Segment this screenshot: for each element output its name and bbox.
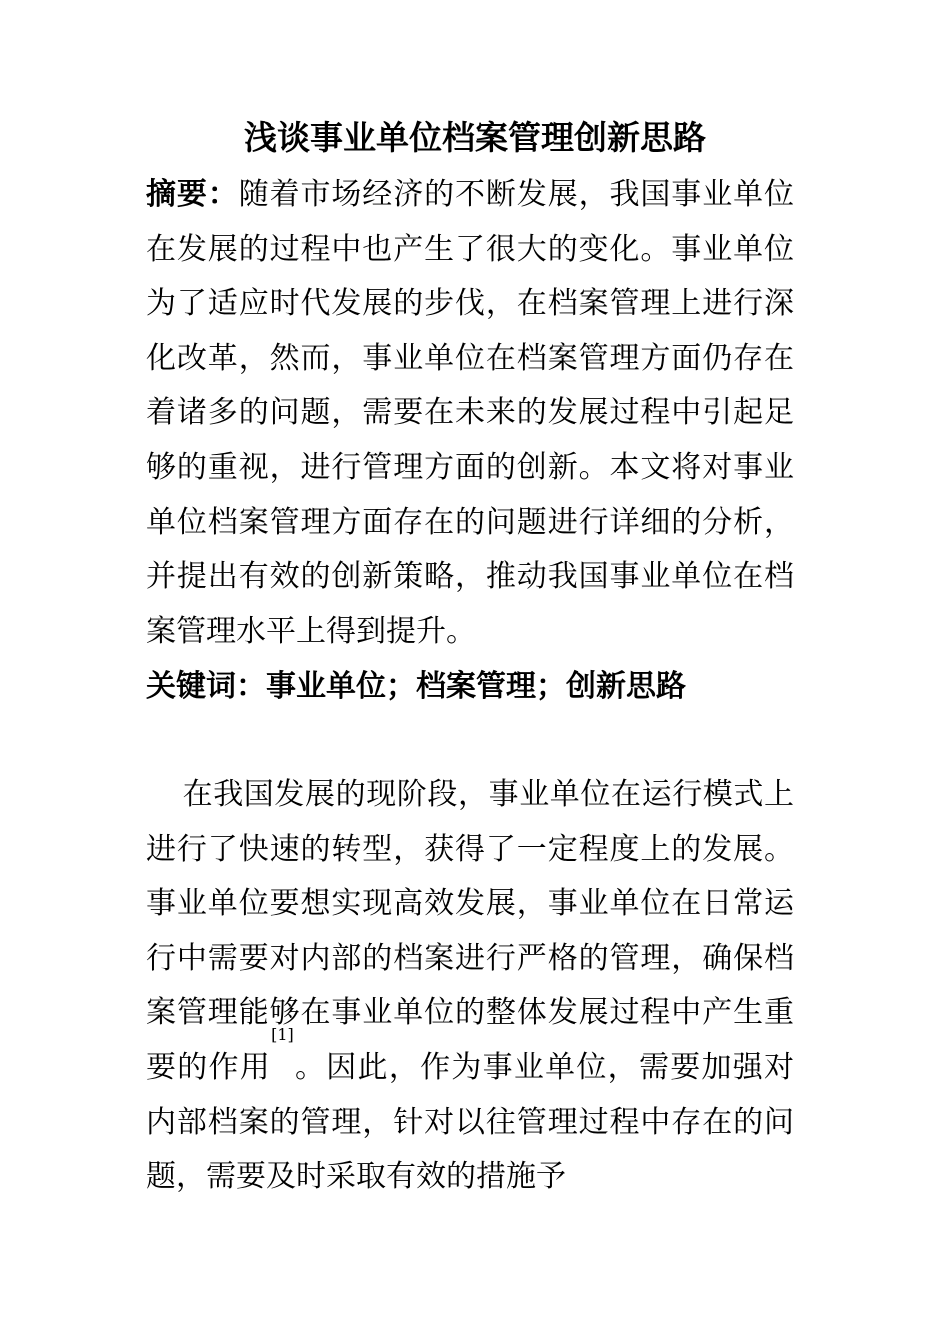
abstract-paragraph xyxy=(146,168,794,659)
body-text-part-2: 。因此，作为事业单位，需要加强对内部档案的管理，针对以往管理过程中存在的问题，需要及时采取有效的措施予 xyxy=(146,1049,795,1195)
keywords-label: 关键词： xyxy=(146,669,266,704)
body-text-part-1: 在我国发展的现阶段，事业单位在运行模式上进行了快速的转型，获得了一定程度上的发展。事业单位要想实现高效发展，事业单位在日常运行中需要对内部的档案进行严格的管理，确保档案管理能够在事业单位的整体发展过程中产生重要的作用 xyxy=(146,777,794,1085)
document-title: 浅谈事业单位档案管理创新思路 xyxy=(244,118,706,157)
body-paragraph xyxy=(146,768,794,1205)
abstract-label: 摘要： xyxy=(146,177,239,212)
citation-reference: [1] xyxy=(271,1024,294,1044)
keywords-text: 事业单位；档案管理；创新思路 xyxy=(266,669,686,704)
abstract-text: 随着市场经济的不断发展，我国事业单位在发展的过程中也产生了很大的变化。事业单位为了适应时代发展的步伐，在档案管理上进行深化改革，然而，事业单位在档案管理方面仍存在着诸多的问题，需要在未来的发展过程中引起足够的重视，进行管理方面的创新。本文将对事业单位档案管理方面存在的问题进行详细的分析，并提出有效的创新策略，推动我国事业单位在档案管理水平上得到提升。 xyxy=(146,177,795,649)
keywords-paragraph xyxy=(146,660,794,715)
